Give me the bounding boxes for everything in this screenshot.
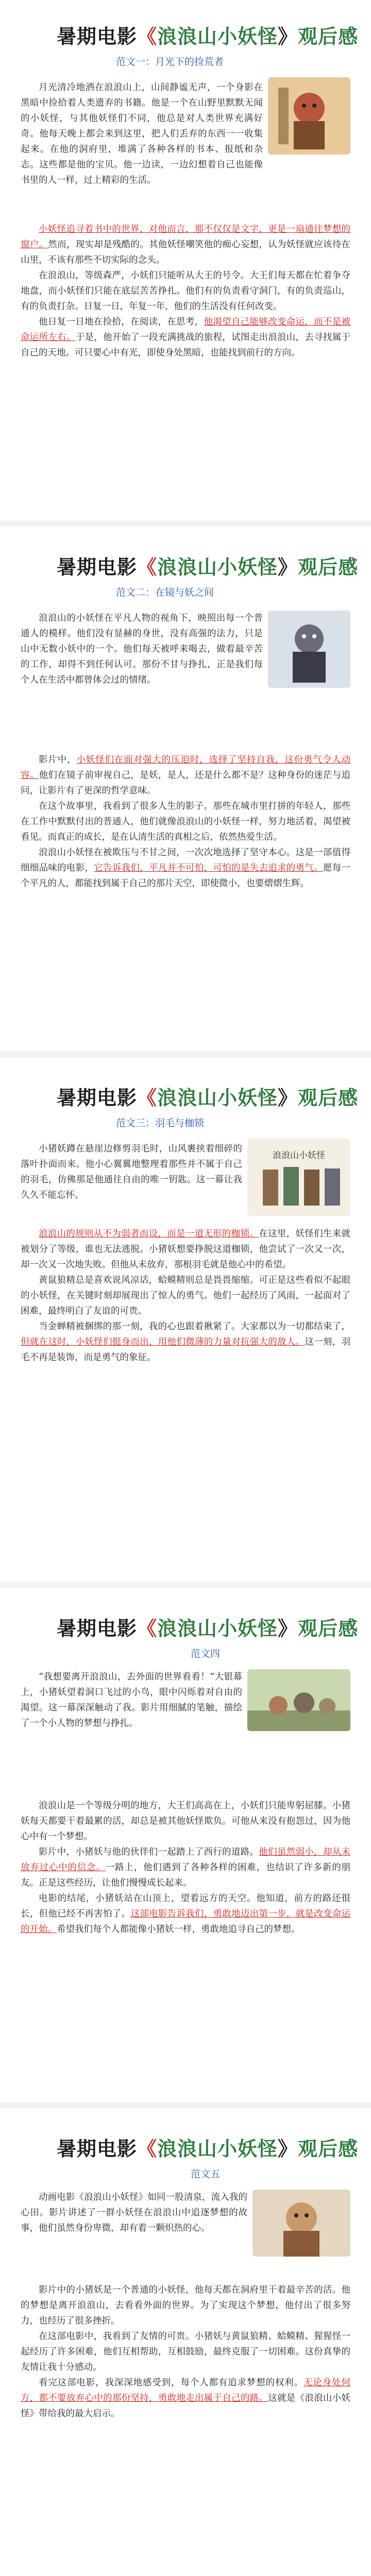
paragraph: “我想要离开浪浪山，去外面的世界看看！”大银幕上，小猪妖望着洞口飞过的小鸟，眼中闪烁着对自由的渴望。这一幕深深触动了我。影片用细腻的笔触，描绘了一个小人物的梦想与挣扎。: [21, 1672, 242, 1728]
essay-body-cont: [21, 752, 350, 891]
section-divider: [0, 520, 371, 527]
section-title: 暑期电影《浪浪山小妖怪》观后感: [57, 555, 359, 579]
section-divider: [0, 1051, 371, 1057]
movie-character-image: [252, 2190, 350, 2257]
section-subtitle: 范文四: [191, 1648, 221, 1659]
section-header: [21, 531, 359, 608]
paragraph: 影片中的小猪妖是一个普通的小妖怪，他每天都在洞府里干着最辛苦的活。他的梦想是离开浪浪山，去看看外面的世界。为了实现这个梦想，他付出了很多努力，也经历了很多挫折。: [21, 2285, 350, 2326]
essay-body: [21, 1669, 242, 1731]
essay-body: [21, 2190, 247, 2236]
paragraph: 在这个故事里，我看到了很多人生的影子。那些在城市里打拼的年轻人，那些在工作中默默付出的普通人，他们就像浪浪山的小妖怪一样，努力地活着，渴望被看见。而真正的成长，是在认清生活的真相之后，依然热爱生活。: [21, 801, 350, 842]
essay-body-cont: [21, 222, 350, 361]
section-subtitle: 范文一：月光下的捡荒者: [116, 56, 224, 67]
paragraph: 在浪浪山，等级森严，小妖们只能听从大王的号令。大王们每天都在忙着争夺地盘，而小妖怪们只能在底层苦苦挣扎。他们有的负责看守洞门，有的负责巡山，有的负责打杂。日复一日，年复一年，他们的生活没有任何改变。: [21, 270, 350, 312]
paragraph: 在这部电影中，我看到了友情的可贵。小猪妖与黄鼠狼精、蛤蟆精、猩猩怪一起经历了许多困难，他们互相帮助，互相鼓励，最终克服了一切困难。这份真挚的友情让我十分感动。: [21, 2331, 351, 2372]
paragraph: 小猪妖蹲在悬崖边修剪羽毛时，山风裹挟着细碎的落叶扑面而来。他小心翼翼地整理着那些并不属于自己的羽毛，仿佛那是他通往自由的唯一钥匙。这一幕让我久久不能忘怀。: [21, 1144, 242, 1200]
section-subtitle: 范文二：在镜与妖之间: [116, 587, 214, 598]
paragraph: 电影的结尾，小猪妖站在山顶上，望着远方的天空。他知道，前方的路还很长，但他已经不再害怕了。这部电影告诉我们，勇敢地迈出第一步，就是改变命运的开始。希望我们每个人都能像小猪妖一样，勇敢地追寻自己的梦想。: [21, 1893, 351, 1935]
paragraph: 浪浪山的规则从不为弱者而设，而是一道无形的枷锁。在这里，妖怪们生来就被划分了等级，谁也无法逃脱。小猪妖想要挣脱这道枷锁，他尝试了一次又一次，却一次又一次地失败。但他从未放弃，那根羽毛就是他心中的希望。: [21, 1229, 351, 1270]
paragraph: 黄鼠狼精总是喜欢说风凉话，蛤蟆精则总是畏畏缩缩。可正是这些看似不起眼的小妖怪，在关键时刻却展现出了惊人的勇气。他们一起经历了风雨，一起面对了困难，最终明白了友谊的可贵。: [21, 1275, 350, 1316]
section-header: [21, 1061, 359, 1139]
section-header: [21, 2112, 359, 2190]
poster-caption: 浪浪山小妖怪: [273, 1150, 325, 1161]
essay-section-2: [0, 531, 371, 1051]
section-subtitle: 范文三：羽毛与枷锁: [116, 1117, 205, 1129]
essay-body: [21, 1141, 242, 1203]
movie-character-image: [268, 77, 350, 155]
section-title: 暑期电影《浪浪山小妖怪》观后感: [57, 1086, 359, 1109]
paragraph: 月光清冷地洒在浪浪山上，山间静谧无声，一个身影在黑暗中捡拾着人类遗弃的书籍。他是一个在山野里默默无闻的小妖怪，与其他妖怪们不同，他总是对人类世界充满好奇。他每天晚上都会来到这里，把人们丢弃的东西一一收集起来。在他的洞府里，堆满了各种各样的书本、报纸和杂志。这些都是他的宝贝。他一边读，一边幻想着自己也能像书里的人一样，过上精彩的生活。: [21, 82, 263, 185]
essay-body-cont: [21, 1226, 350, 1365]
paragraph: 小妖怪追寻着书中的世界，对他而言，那不仅仅是文字，更是一扇通往梦想的窗户。然而，现实却是残酷的。其他妖怪嘲笑他的痴心妄想，认为妖怪就应该待在山里，不该有那些不切实际的念头。: [21, 224, 350, 265]
section-header: [21, 0, 359, 77]
section-divider: [0, 1582, 371, 1588]
paragraph: 影片中，小妖怪们在面对强大的压迫时，选择了坚持自我，这份勇气令人动容。他们在镜子前审视自己，是妖，是人，还是什么都不是？这种身份的迷茫与追问，让影片有了更深的哲学意味。: [21, 755, 351, 796]
section-subtitle: 范文五: [191, 2168, 221, 2180]
section-title: 暑期电影《浪浪山小妖怪》观后感: [57, 2137, 359, 2160]
paragraph: 他日复一日地在捡拾，在阅读，在思考，他渴望自己能够改变命运，而不是被命运所左右。于是，他开始了一段充满挑战的旅程，试图走出浪浪山，去寻找属于自己的天地。可只要心中有光，即使身处黑暗，也能找到前行的方向。: [21, 317, 351, 358]
paragraph: 浪浪山是一个等级分明的地方，大王们高高在上，小妖们只能卑躬屈膝。小猪妖每天都要干着最累的活，却总是被其他妖怪欺负。可他从来没有抱怨过，因为他心中有一个梦想。: [21, 1801, 350, 1842]
essay-body-cont: [21, 2282, 350, 2421]
movie-poster-image: [247, 1139, 350, 1216]
section-title: 暑期电影《浪浪山小妖怪》观后感: [57, 25, 359, 48]
essay-body-cont: [21, 1798, 350, 1937]
paragraph: 浪浪山的小妖怪在平凡人物的视角下，映照出每一个普通人的模样。他们没有显赫的身世，没有高强的法力，只是山中无数小妖中的一个。他们每天被呼来喝去，做着最辛苦的工作，却得不到任何认可。那份不甘与挣扎，正是我们每个人在生活中都曾体会过的情绪。: [21, 613, 263, 685]
essay-section-3: [0, 1061, 371, 1582]
paragraph: 动画电影《浪浪山小妖怪》如同一股清泉，流入我的心田。影片讲述了一群小妖怪在浪浪山中追逐梦想的故事，他们虽然身份卑微，却有着一颗炽热的心。: [21, 2192, 247, 2233]
section-divider: [0, 2102, 371, 2108]
movie-scene-image: [247, 1669, 350, 1731]
essay-body: [21, 611, 263, 688]
section-title: 暑期电影《浪浪山小妖怪》观后感: [57, 1617, 359, 1640]
paragraph: 当金蝉精被捆绑的那一刻，我的心也跟着揪紧了。大家都以为一切都结束了，但就在这时，小妖怪们挺身而出，用他们微薄的力量对抗强大的敌人。这一刻，羽毛不再是装饰，而是勇气的象征。: [21, 1321, 351, 1363]
paragraph: 看完这部电影，我深深地感受到，每个人都有追求梦想的权利。无论身处何方，都不要放弃心中的那份坚持，勇敢地走出属于自己的路。这就是《浪浪山小妖怪》带给我的最大启示。: [21, 2378, 351, 2419]
paragraph: 影片中，小猪妖与他的伙伴们一起踏上了西行的道路。他们虽然弱小，却从未放弃过心中的信念。一路上，他们遇到了各种各样的困难，也结识了许多新的朋友。正是这些经历，让他们慢慢成长起来。: [21, 1847, 351, 1888]
essay-body: [21, 80, 263, 188]
essay-section-4: [0, 1592, 371, 2102]
essay-section-5: [0, 2112, 371, 2576]
paragraph: 浪浪山小妖怪在被欺压与不甘之间，一次次地选择了坚守本心。这是一部值得细细品味的电影，它告诉我们，平凡并不可怕，可怕的是失去追求的勇气。愿每一个平凡的人，都能找到属于自己的那片天空，即使微小，也要熠熠生辉。: [21, 848, 351, 889]
essay-section-1: [0, 0, 371, 520]
movie-character-image: [268, 611, 350, 688]
section-header: [21, 1592, 359, 1669]
